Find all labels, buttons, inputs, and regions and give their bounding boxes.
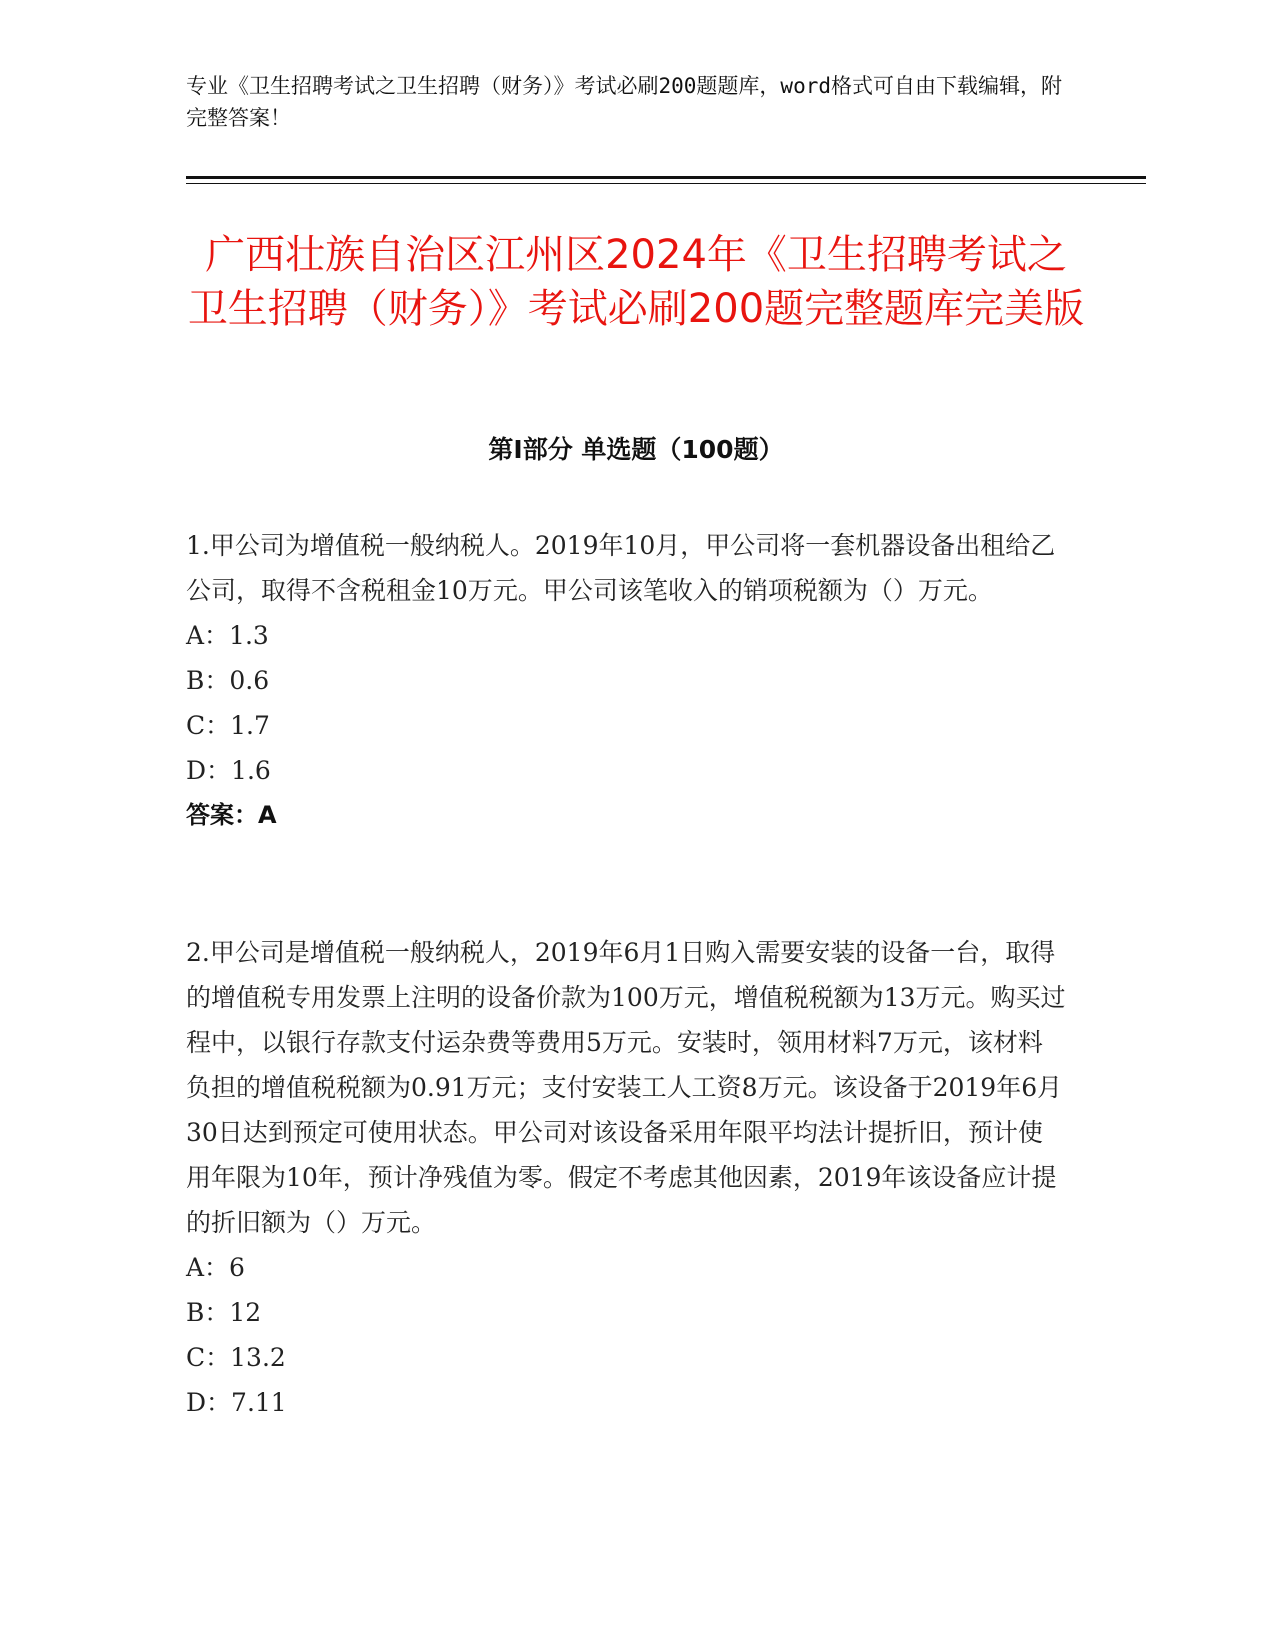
option-d: D：7.11 [186,1388,287,1417]
option-c: C：13.2 [186,1343,286,1372]
option-b: B：0.6 [186,666,270,695]
question-2 [186,930,1066,1425]
option-d: D：1.6 [186,756,271,785]
header-divider-thick [186,176,1146,179]
header-note: 专业《卫生招聘考试之卫生招聘（财务）》考试必刷200题题库，word格式可自由下载编辑，附完整答案！ [186,74,1062,130]
option-c: C：1.7 [186,711,270,740]
question-stem: 1.甲公司为增值税一般纳税人。2019年10月，甲公司将一套机器设备出租给乙公司，取得不含税租金10万元。甲公司该笔收入的销项税额为（）万元。 [186,531,1056,605]
document-title: 广西壮族自治区江州区2024年《卫生招聘考试之卫生招聘（财务）》考试必刷200题完整题库完美版 [187,232,1085,332]
header-divider-thin [186,183,1146,184]
answer-line: 答案：A [186,801,277,829]
question-1 [186,523,1066,838]
option-a: A：6 [186,1253,245,1282]
option-a: A：1.3 [186,621,269,650]
option-b: B：12 [186,1298,262,1327]
question-stem: 2.甲公司是增值税一般纳税人，2019年6月1日购入需要安装的设备一台，取得的增值税专用发票上注明的设备价款为100万元，增值税税额为13万元。购买过程中，以银行存款支付运杂费等费用5万元。安装时，领用材料7万元，该材料负担的增值税税额为0.91万元；支付安装工人工资8万元。该设备于2019年6月30日达到预定可使用状态。甲公司对该设备采用年限平均法计提折旧，预计使用年限为10年，预计净残值为零。假定不考虑其他因素，2019年该设备应计提的折旧额为（）万元。 [186,938,1066,1237]
section-heading: 第I部分 单选题（100题） [488,435,784,464]
